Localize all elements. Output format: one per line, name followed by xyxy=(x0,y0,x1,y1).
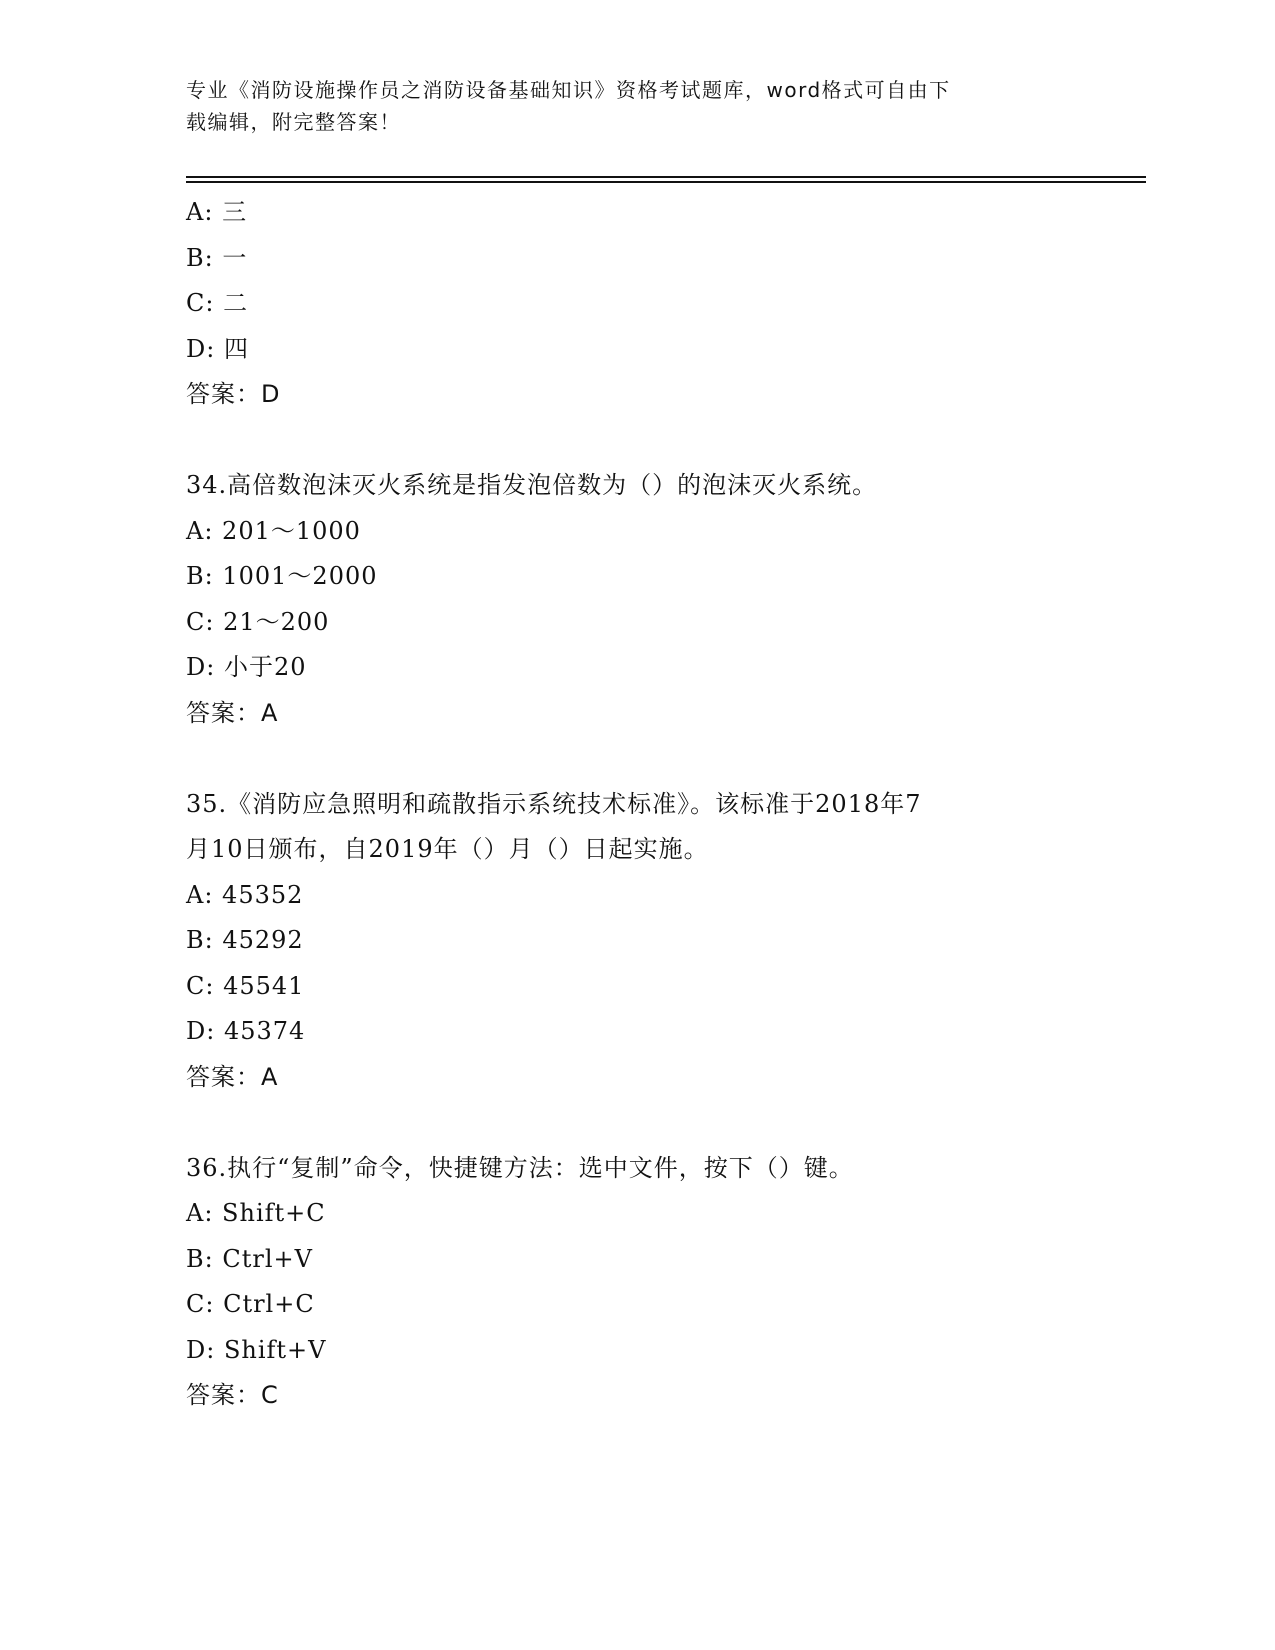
answer-line: 答案：D xyxy=(186,380,281,408)
option-c: C: Ctrl+C xyxy=(186,1290,315,1318)
question-block-35 xyxy=(186,782,1086,1101)
question-list xyxy=(186,190,1086,1419)
option-d: D: 45374 xyxy=(186,1017,306,1045)
question-block-33 xyxy=(186,190,1086,418)
option-c: C: 二 xyxy=(186,289,249,317)
option-b: B: 1001～2000 xyxy=(186,562,378,590)
answer-line: 答案：C xyxy=(186,1381,279,1409)
option-c: C: 21～200 xyxy=(186,607,330,636)
question-block-34 xyxy=(186,463,1086,736)
question-text: 34.高倍数泡沫灭火系统是指发泡倍数为（）的泡沫灭火系统。 xyxy=(186,471,878,499)
answer-line: 答案：A xyxy=(186,1062,279,1091)
question-text-line-1: 35.《消防应急照明和疏散指示系统技术标准》。该标准于2018年7 xyxy=(186,789,922,818)
option-a: A: 201～1000 xyxy=(186,516,361,545)
option-d: D: 四 xyxy=(186,334,249,363)
spacer xyxy=(186,736,1086,782)
option-b: B: Ctrl+V xyxy=(186,1244,313,1273)
option-b: B: 45292 xyxy=(186,926,304,954)
question-text-line-2: 月10日颁布，自2019年（）月（）日起实施。 xyxy=(186,835,709,863)
option-d: D: Shift+V xyxy=(186,1335,327,1364)
option-a: A: 三 xyxy=(186,198,248,226)
header-divider-top xyxy=(186,176,1146,178)
question-block-36 xyxy=(186,1146,1086,1419)
header-divider-bottom xyxy=(186,181,1146,183)
document-title: 专业《消防设施操作员之消防设备基础知识》资格考试题库，word格式可自由下 载编辑，附完整答案！ xyxy=(186,78,951,134)
option-a: A: 45352 xyxy=(186,880,304,909)
option-b: B: 一 xyxy=(186,243,248,272)
option-a: A: Shift+C xyxy=(186,1199,326,1227)
spacer xyxy=(186,418,1086,464)
spacer xyxy=(186,1100,1086,1146)
option-c: C: 45541 xyxy=(186,971,305,1000)
answer-line: 答案：A xyxy=(186,698,279,727)
question-text: 36.执行“复制”命令，快捷键方法：选中文件，按下（）键。 xyxy=(186,1153,854,1182)
option-d: D: 小于20 xyxy=(186,653,307,681)
